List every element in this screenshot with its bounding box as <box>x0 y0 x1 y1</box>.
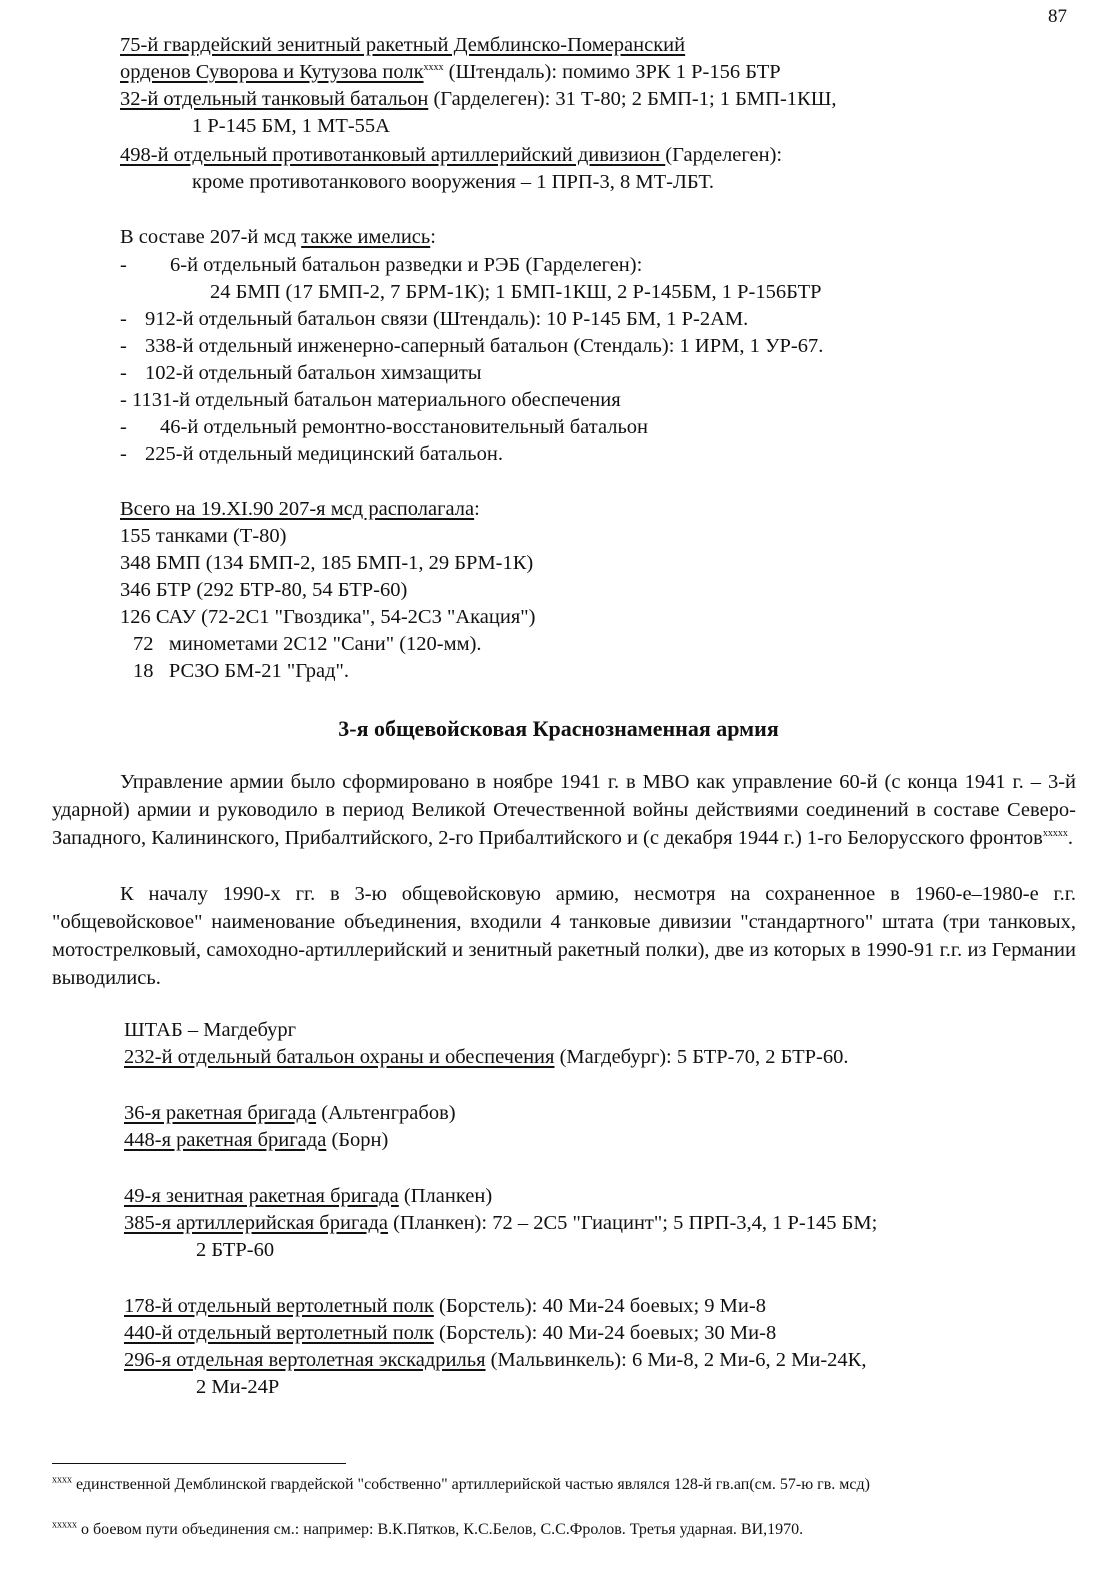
unit-name: орденов Суворова и Кутузова полк <box>120 61 424 83</box>
list-item <box>120 252 643 278</box>
unit-detail: (Планкен) <box>398 1185 493 1207</box>
footnote-mark: xxxxx <box>52 1519 77 1531</box>
unit-detail: (Альтенграбов) <box>316 1102 456 1124</box>
unit-line-cont <box>196 1374 279 1400</box>
list-dash: - <box>120 362 127 384</box>
list-item <box>120 387 621 413</box>
body-paragraph <box>52 880 1076 992</box>
unit-line <box>120 86 837 112</box>
totals-header-end: : <box>474 498 480 520</box>
unit-detail: (Борн) <box>326 1129 389 1151</box>
footnote-text: единственной Демблинской гвардейской "собственно" артиллерийской частью являлся 128-й гв.ап(см. 57-ю гв. мсд) <box>72 1476 870 1493</box>
unit-detail: 2 Ми-24Р <box>196 1376 280 1398</box>
unit-name: 32-й отдельный танковый батальон <box>120 88 429 110</box>
totals-line: 346 БТР (292 БТР-80, 54 БТР-60) <box>120 579 408 601</box>
list-dash: - <box>120 443 127 465</box>
list-item-text: 1131-й отдельный батальон материального обеспечения <box>132 389 621 411</box>
footnote <box>52 1519 1062 1540</box>
list-item-text: 338-й отдельный инженерно-саперный батальон (Стендаль): 1 ИРМ, 1 УР-67. <box>145 335 824 357</box>
unit-line <box>124 1044 849 1070</box>
unit-detail: (Планкен): 72 – 2С5 "Гиацинт"; 5 ПРП-3,4, 1 Р-145 БМ; <box>387 1212 878 1234</box>
list-item-text: 912-й отдельный батальон связи (Штендаль): 10 Р-145 БМ, 1 Р-2АМ. <box>145 308 749 330</box>
intro-end: : <box>430 226 436 248</box>
unit-detail: ШТАБ – Магдебург <box>124 1019 297 1041</box>
totals-line: 348 БМП (134 БМП-2, 185 БМП-1, 29 БРМ-1К) <box>120 552 534 574</box>
unit-name: 178-й отдельный вертолетный полк <box>124 1295 434 1317</box>
footnote-mark: xxxx <box>52 1474 72 1486</box>
list-dash: - <box>120 254 127 276</box>
footnote-text: о боевом пути объединения см.: например: В.К.Пятков, К.С.Белов, С.С.Фролов. Третья ударная. ВИ,1970. <box>77 1521 804 1538</box>
unit-name: 296-я отдельная вертолетная экскадрилья <box>124 1349 486 1371</box>
body-paragraph <box>52 768 1076 852</box>
unit-line <box>120 32 685 58</box>
totals-header-text: Всего на 19.XI.90 207-я мсд располагала <box>120 498 475 520</box>
unit-name: 498-й отдельный противотанковый артиллерийский дивизион <box>120 144 666 166</box>
unit-name: 75-й гвардейский зенитный ракетный Демблинско-Померанский <box>120 34 686 56</box>
list-item-text: 102-й отдельный батальон химзащиты <box>145 362 482 384</box>
intro-underlined: также имелись <box>301 226 431 248</box>
footnote-ref: xxxxx <box>1042 828 1068 840</box>
paragraph-text: Управление армии было сформировано в ноябре 1941 г. в МВО как управление 60-й (с конца 1941 г. – 3-й ударной) армии и руководило в период Великой Отечественной войны действиями соединений в составе Северо-Западного, Калининского, Прибалтийского, 2-го Прибалтийского и (с декабря 1944 г.) 1-го Белорусского фронтов <box>52 771 1076 849</box>
unit-line <box>124 1293 766 1319</box>
list-item-text: 46-й отдельный ремонтно-восстановительный батальон <box>160 416 649 438</box>
unit-detail: 1 Р-145 БМ, 1 МТ-55А <box>192 115 390 137</box>
hq-line <box>124 1017 296 1043</box>
unit-line <box>124 1347 866 1373</box>
footnote-ref: xxxx <box>423 62 444 74</box>
unit-line-cont <box>192 169 714 195</box>
unit-detail: (Мальвинкель): 6 Ми-8, 2 Ми-6, 2 Ми-24К, <box>485 1349 867 1371</box>
unit-name: 385-я артиллерийская бригада <box>124 1212 388 1234</box>
unit-line <box>120 142 782 168</box>
unit-name: 440-й отдельный вертолетный полк <box>124 1322 434 1344</box>
unit-line <box>120 59 781 85</box>
totals-header <box>120 496 480 522</box>
unit-detail: (Гарделеген): 31 Т-80; 2 БМП-1; 1 БМП-1КШ, <box>428 88 837 110</box>
list-dash: - <box>120 335 127 357</box>
unit-detail: 2 БТР-60 <box>196 1239 275 1261</box>
footnote-divider <box>52 1463 346 1464</box>
list-item <box>120 306 749 332</box>
unit-name: 448-я ракетная бригада <box>124 1129 327 1151</box>
list-dash: - <box>120 389 127 411</box>
unit-detail: (Борстель): 40 Ми-24 боевых; 30 Ми-8 <box>433 1322 777 1344</box>
list-dash: - <box>120 416 127 438</box>
unit-name: 232-й отдельный батальон охраны и обеспечения <box>124 1046 555 1068</box>
list-item-text: 24 БМП (17 БМП-2, 7 БРМ-1К); 1 БМП-1КШ, 2 Р-145БМ, 1 Р-156БТР <box>210 281 822 303</box>
paragraph-text: К началу 1990-х гг. в 3-ю общевойсковую армию, несмотря на сохраненное в 1960-е–1980-е г.г. "общевойсковое" наименование объединения, входили 4 танковые дивизии "стандартного" штата (три танковых, мотострелковый, самоходно-артиллерийский и зенитный ракетный полки), две из которых в 1990-91 г.г. из Германии выводились. <box>52 883 1076 989</box>
totals-line: 126 САУ (72-2С1 "Гвоздика", 54-2С3 "Акация") <box>120 606 536 628</box>
unit-detail: (Борстель): 40 Ми-24 боевых; 9 Ми-8 <box>433 1295 766 1317</box>
unit-line <box>124 1320 776 1346</box>
unit-line-cont <box>192 113 390 139</box>
totals-line: 18 РСЗО БМ-21 "Град". <box>133 660 350 682</box>
list-item <box>120 441 503 467</box>
unit-line <box>124 1127 388 1153</box>
list-item-text: 225-й отдельный медицинский батальон. <box>145 443 503 465</box>
unit-detail: (Магдебург): 5 БТР-70, 2 БТР-60. <box>554 1046 849 1068</box>
list-dash: - <box>120 308 127 330</box>
unit-name: 36-я ракетная бригада <box>124 1102 317 1124</box>
totals-line: 155 танками (Т-80) <box>120 525 287 547</box>
page-number: 87 <box>1048 6 1067 27</box>
paragraph-end: . <box>1067 827 1073 849</box>
section-heading: 3-я общевойсковая Краснознаменная армия <box>338 716 779 741</box>
unit-detail: (Гарделеген): <box>665 144 783 166</box>
unit-line <box>124 1100 456 1126</box>
unit-line <box>124 1210 877 1236</box>
unit-line <box>124 1183 492 1209</box>
totals-line: 72 минометами 2С12 "Сани" (120-мм). <box>133 633 482 655</box>
unit-name: 49-я зенитная ракетная бригада <box>124 1185 399 1207</box>
list-item <box>120 333 824 359</box>
list-item-text: 6-й отдельный батальон разведки и РЭБ (Гарделеген): <box>170 254 643 276</box>
footnote <box>52 1474 1062 1495</box>
intro-text: В составе 207-й мсд <box>120 226 302 248</box>
unit-detail: (Штендаль): помимо ЗРК 1 Р-156 БТР <box>443 61 781 83</box>
section-intro <box>120 224 436 250</box>
unit-line-cont <box>196 1237 274 1263</box>
list-item <box>120 414 649 440</box>
list-item <box>120 360 482 386</box>
unit-detail: кроме противотанкового вооружения – 1 ПРП-3, 8 МТ-ЛБТ. <box>192 171 714 193</box>
list-item-cont <box>210 279 822 305</box>
